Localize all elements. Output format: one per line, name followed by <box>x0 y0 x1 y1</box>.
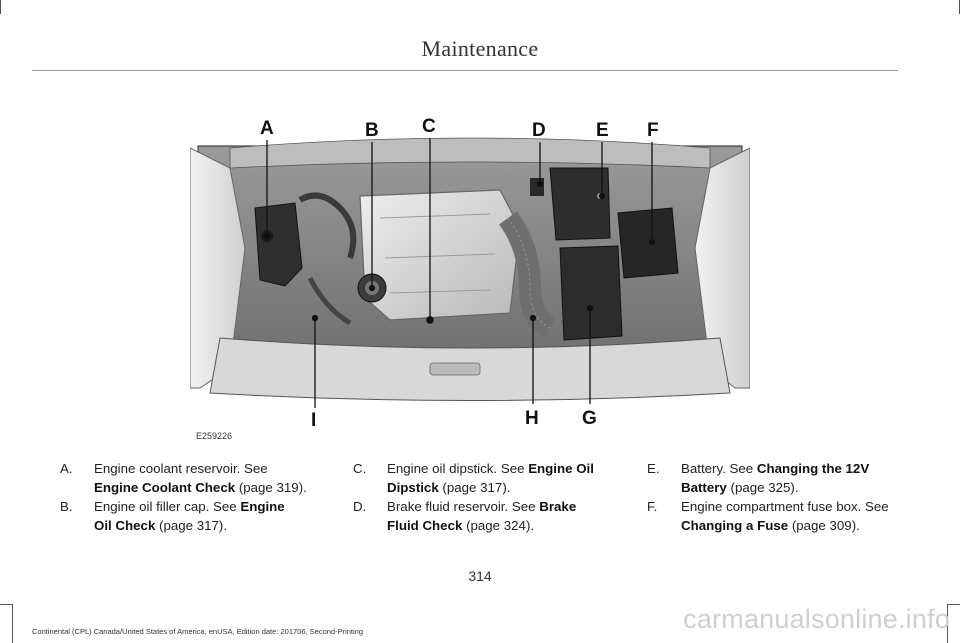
crop-mark-bottom-left-v <box>12 604 13 643</box>
page-number: 314 <box>468 568 492 584</box>
watermark: carmanualsonline.info <box>683 604 950 634</box>
engine-compartment-illustration <box>190 108 750 448</box>
callout-a: A <box>260 118 274 139</box>
callout-h: H <box>525 408 539 429</box>
callout-c: C <box>422 116 436 137</box>
callout-g: G <box>582 408 597 429</box>
header-divider <box>32 70 898 71</box>
figure-id: E259226 <box>196 431 233 441</box>
crop-mark-top-left <box>0 0 1 14</box>
callout-f: F <box>647 120 659 141</box>
callout-b: B <box>365 120 379 141</box>
callout-d: D <box>532 120 546 141</box>
callout-e: E <box>596 120 609 141</box>
callout-i: I <box>311 410 317 431</box>
footer-edition-info: Continental (CPL) Canada/United States of America, enUSA, Edition date: 201706, Second-Printing <box>32 627 364 636</box>
page-title: Maintenance <box>421 36 539 61</box>
crop-mark-bottom-left <box>0 604 12 605</box>
